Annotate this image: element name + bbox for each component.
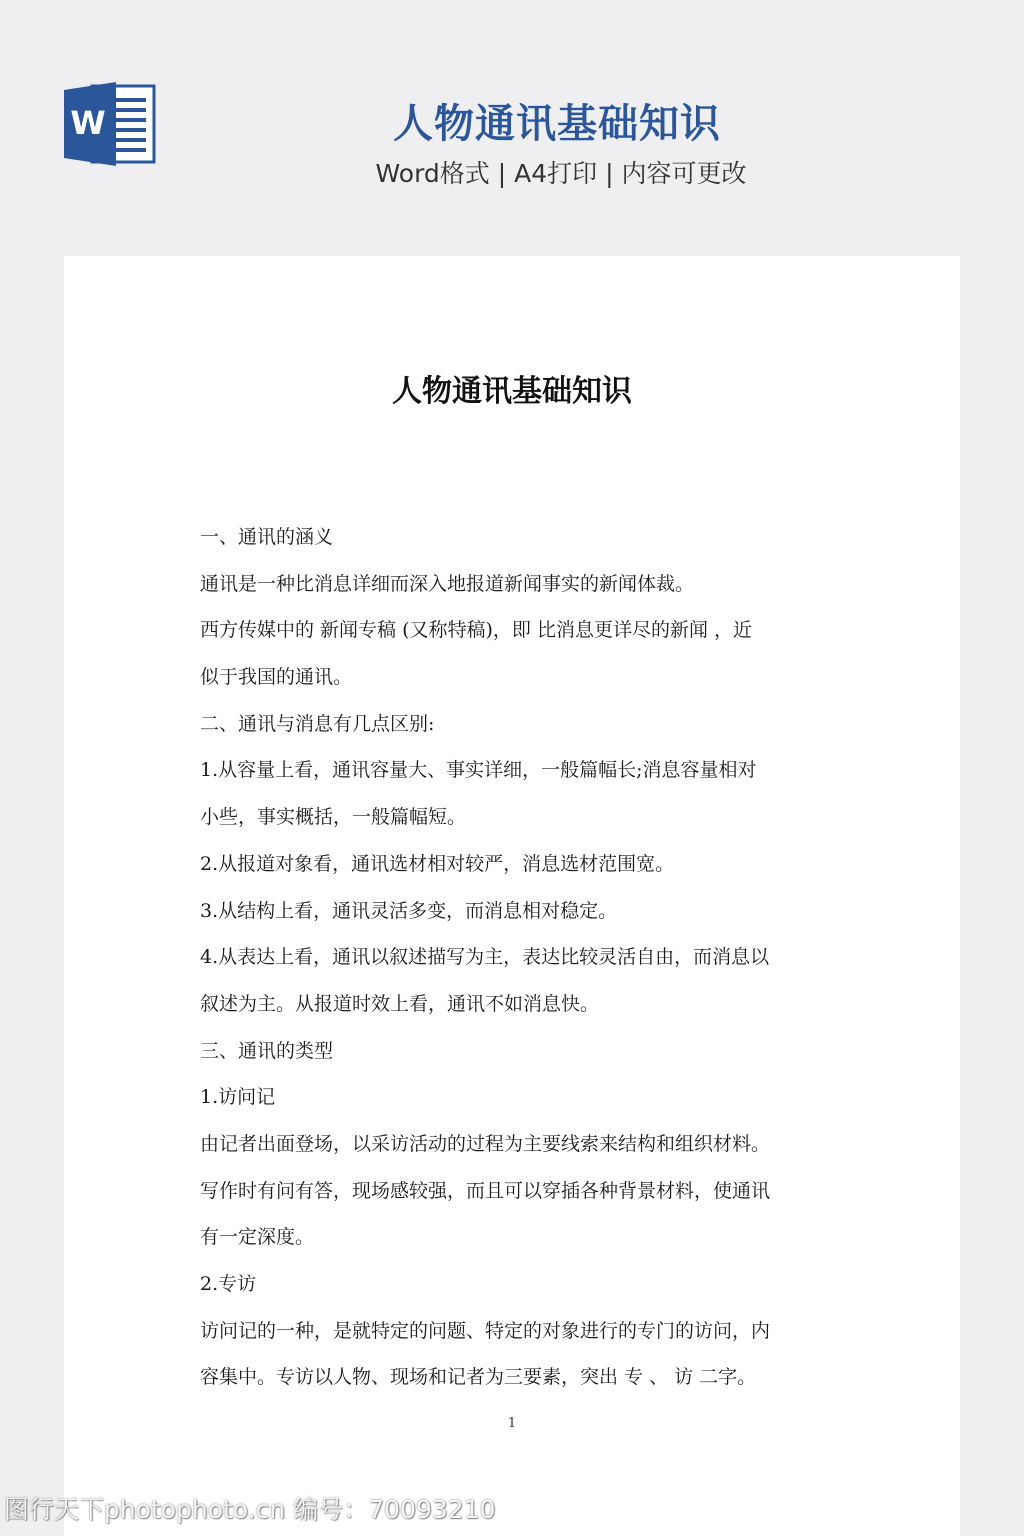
paragraph-line: 访问记的一种，是就特定的问题、特定的对象进行的专门的访问，内 [200,1319,771,1342]
heading-line: 三、通讯的类型 [200,1039,334,1062]
watermark-text: 图行天下photophoto.cn 编号：70093210 [4,1495,496,1524]
paragraph-line: 似于我国的通讯。 [200,666,353,689]
heading-line: 一、通讯的涵义 [200,526,334,548]
paragraph-line: 3.从结构上看，通讯灵活多变，而消息相对稳定。 [200,899,618,922]
word-logo-letter: W [70,104,106,142]
paragraph-line: 西方传媒中的 新闻专稿 (又称特稿)，即 比消息更详尽的新闻 ，近 [200,619,752,642]
banner-title: 人物通讯基础知识 [393,101,721,147]
header-banner [0,0,1024,256]
paragraph-line: 1.从容量上看，通讯容量大、事实详细，一般篇幅长;消息容量相对 [200,759,757,782]
paragraph-line: 2.从报道对象看，通讯选材相对较严，消息选材范围宽。 [200,852,675,875]
banner-subtitle: Word格式 | A4打印 | 内容可更改 [375,159,747,188]
paragraph-line: 小些，事实概括，一般篇幅短。 [200,806,467,829]
paragraph-line: 叙述为主。从报道时效上看，通讯不如消息快。 [200,992,600,1015]
paragraph-line: 由记者出面登场，以采访活动的过程为主要线索来结构和组织材料。 [200,1132,771,1155]
page-number: 1 [507,1416,517,1431]
paragraph-line: 容集中。专访以人物、现场和记者为三要素，突出 专 、 访 二字。 [200,1366,757,1389]
paragraph-line: 通讯是一种比消息详细而深入地报道新闻事实的新闻体裁。 [200,572,695,595]
subheading-line: 2.专访 [200,1273,257,1295]
paragraph-line: 写作时有问有答，现场感较强，而且可以穿插各种背景材料，使通讯 [200,1179,771,1202]
heading-line: 二、通讯与消息有几点区别: [200,712,435,735]
paragraph-line: 有一定深度。 [200,1226,315,1249]
document-body [200,514,828,1401]
document-page [64,256,960,1536]
subheading-line: 1.访问记 [200,1086,276,1109]
paragraph-line: 4.从表达上看，通讯以叙述描写为主，表达比较灵活自由，而消息以 [200,946,770,969]
document-title: 人物通讯基础知识 [392,374,632,409]
